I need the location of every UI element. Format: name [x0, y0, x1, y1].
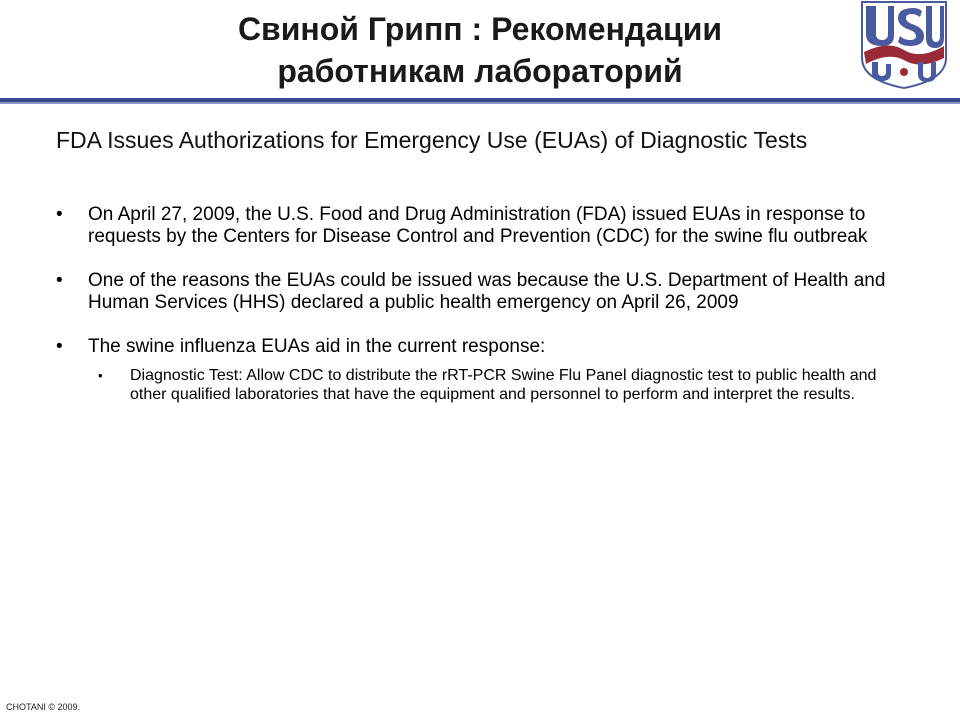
usu-logo — [858, 0, 950, 90]
footer-copyright: CHOTANI © 2009. — [6, 702, 80, 712]
bullet-dot: • — [56, 336, 63, 357]
bullet-item — [56, 204, 896, 248]
bullet-text: On April 27, 2009, the U.S. Food and Drug Administration (FDA) issued EUAs in response to requests by the Centers for Disease Control and Prevention (CDC) for the swine flu outbreak — [88, 204, 868, 247]
sub-bullet-dot: • — [98, 368, 103, 383]
slide-title — [130, 8, 830, 92]
bullet-text: One of the reasons the EUAs could be issued was because the U.S. Department of Health and Human Services (HHS) declared a public health emergency on April 26, 2009 — [88, 270, 886, 313]
bullet-list — [56, 204, 896, 426]
sub-bullet-item — [98, 366, 896, 404]
bullet-dot: • — [56, 270, 63, 291]
title-line-1: Свиной Грипп : Рекомендации — [237, 11, 723, 47]
sub-bullet-text: Diagnostic Test: Allow CDC to distribute the rRT-PCR Swine Flu Panel diagnostic test to public health and other qualified laboratories that have the equipment and personnel to perform and interpret the results. — [130, 367, 877, 403]
bullet-dot: • — [56, 204, 63, 225]
subheading: FDA Issues Authorizations for Emergency Use (EUAs) of Diagnostic Tests — [56, 127, 808, 153]
bullet-item — [56, 270, 896, 314]
bullet-item — [56, 336, 896, 404]
title-rule-shadow — [0, 102, 960, 104]
sub-bullet-list — [98, 366, 896, 404]
bullet-text: The swine influenza EUAs aid in the current response: — [88, 336, 546, 357]
title-line-2: работникам лабораторий — [277, 53, 683, 89]
